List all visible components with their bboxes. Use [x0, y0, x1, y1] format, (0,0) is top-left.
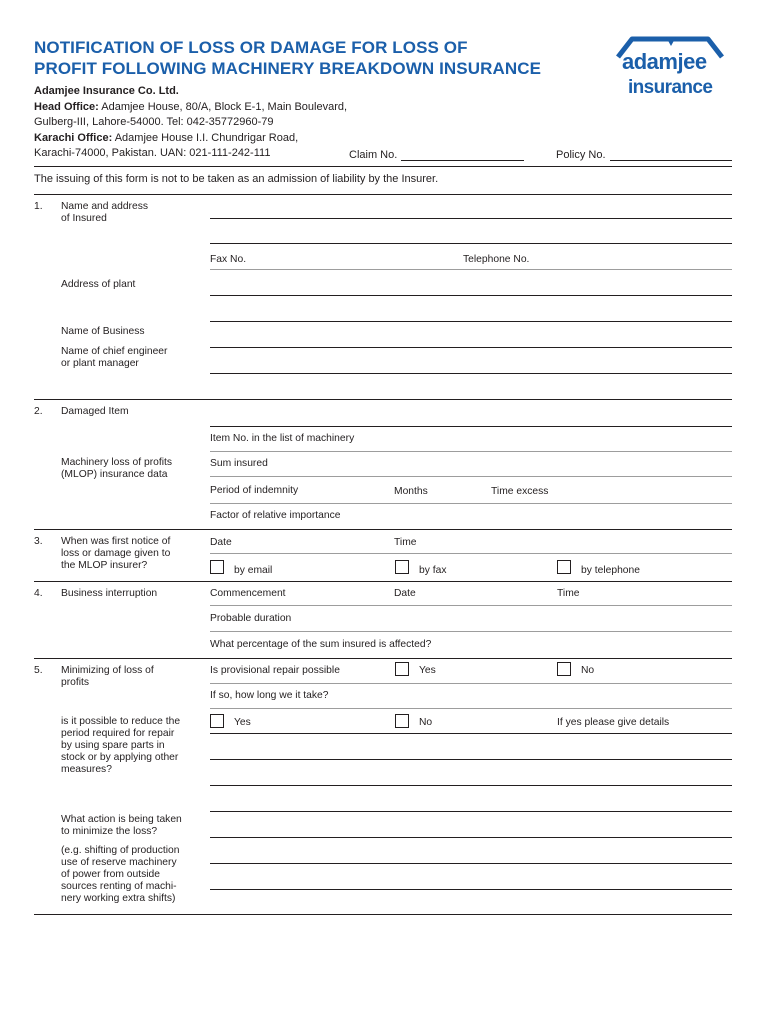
damaged-item-label: Damaged Item: [61, 406, 129, 417]
policy-no-label: Policy No.: [556, 149, 606, 161]
first-notice-question: When was first notice of loss or damage given to the MLOP insurer?: [61, 536, 171, 571]
head-office-line1: Adamjee House, 80/A, Block E-1, Main Boulevard,: [101, 100, 348, 113]
form-title: [34, 37, 541, 79]
section5-number: 5.: [34, 665, 43, 676]
section3-divider: [34, 529, 732, 530]
policy-no-field[interactable]: [610, 160, 732, 161]
chief-engineer-field[interactable]: [210, 373, 732, 374]
provisional-repair-label: Is provisional repair possible: [210, 665, 340, 676]
repair-yes-label: Yes: [419, 665, 436, 676]
provisional-repair-field[interactable]: [210, 683, 732, 684]
logo-word-adamjee: adamjee: [622, 49, 707, 74]
fax-telephone-field[interactable]: [210, 269, 732, 270]
notice-date-label: Date: [210, 537, 232, 548]
form-bottom-divider: [34, 914, 732, 915]
damaged-item-field[interactable]: [210, 426, 732, 427]
name-address-field-1[interactable]: [210, 218, 732, 219]
relative-importance-label: Factor of relative importance: [210, 510, 341, 521]
mlop-data-label: Machinery loss of profits (MLOP) insurance data: [61, 457, 173, 480]
action-field-2[interactable]: [210, 837, 732, 838]
give-details-label: If yes please give details: [557, 717, 670, 728]
company-address-block: [34, 84, 347, 162]
commencement-label: Commencement: [210, 588, 286, 599]
interruption-time-label: Time: [557, 588, 580, 599]
karachi-office-line1: Adamjee House I.I. Chundrigar Road,: [114, 131, 299, 144]
plant-address-field-1[interactable]: [210, 295, 732, 296]
disclaimer: The issuing of this form is not to be taken as an admission of liability by the Insurer.: [34, 173, 439, 185]
action-question: What action is being taken to minimize the loss?: [61, 814, 182, 837]
section1-divider: [34, 194, 732, 195]
reduce-details-field-1[interactable]: [210, 733, 732, 734]
header-divider: [34, 166, 732, 167]
item-no-label: Item No. in the list of machinery: [210, 433, 355, 444]
commencement-field[interactable]: [210, 605, 732, 606]
action-field-4[interactable]: [210, 889, 732, 890]
by-email-label: by email: [234, 565, 273, 576]
karachi-office-label: Karachi Office:: [34, 131, 113, 144]
period-indemnity-label: Period of indemnity: [210, 485, 299, 496]
probable-duration-label: Probable duration: [210, 613, 292, 624]
action-examples: (e.g. shifting of production use of reserve machinery of power from outside sources renting of machi- nery working extra shifts): [61, 845, 180, 904]
head-office-label: Head Office:: [34, 100, 99, 113]
section5-divider: [34, 658, 732, 659]
repair-duration-field[interactable]: [210, 708, 732, 709]
section2-number: 2.: [34, 406, 43, 417]
business-name-label: Name of Business: [61, 326, 145, 337]
repair-no-label: No: [581, 665, 595, 676]
by-fax-checkbox[interactable]: [395, 560, 409, 574]
reduce-details-field-3[interactable]: [210, 785, 732, 786]
sum-insured-label: Sum insured: [210, 458, 268, 469]
sum-affected-label: What percentage of the sum insured is affected?: [210, 639, 432, 650]
karachi-office-line2: Karachi-74000, Pakistan. UAN: 021-111-242-111: [34, 147, 271, 159]
fax-label: Fax No.: [210, 254, 247, 265]
by-email-checkbox[interactable]: [210, 560, 224, 574]
repair-yes-checkbox[interactable]: [395, 662, 409, 676]
business-name-field[interactable]: [210, 347, 732, 348]
claim-no-label: Claim No.: [349, 149, 398, 161]
plant-address-label: Address of plant: [61, 279, 136, 290]
claim-no-field[interactable]: [401, 160, 524, 161]
sum-insured-field[interactable]: [210, 476, 732, 477]
reduce-yes-checkbox[interactable]: [210, 714, 224, 728]
months-label: Months: [394, 486, 428, 497]
adamjee-logo: [614, 33, 726, 99]
minimizing-loss-label: Minimizing of loss of profits: [61, 665, 154, 688]
plant-address-field-2[interactable]: [210, 321, 732, 322]
reduce-no-checkbox[interactable]: [395, 714, 409, 728]
period-indemnity-field[interactable]: [210, 503, 732, 504]
notice-date-time-field[interactable]: [210, 553, 732, 554]
reduce-yes-label: Yes: [234, 717, 251, 728]
reduce-details-field-2[interactable]: [210, 759, 732, 760]
by-telephone-checkbox[interactable]: [557, 560, 571, 574]
action-field-3[interactable]: [210, 863, 732, 864]
reduce-period-question: is it possible to reduce the period required for repair by using spare parts in stock or by applying other measures?: [61, 716, 181, 775]
telephone-label: Telephone No.: [463, 254, 530, 265]
section4-divider: [34, 581, 732, 582]
repair-no-checkbox[interactable]: [557, 662, 571, 676]
repair-duration-label: If so, how long we it take?: [210, 690, 329, 701]
logo-word-insurance: insurance: [628, 77, 713, 98]
section1-number: 1.: [34, 201, 43, 212]
reduce-no-label: No: [419, 717, 433, 728]
by-telephone-label: by telephone: [581, 565, 640, 576]
notice-time-label: Time: [394, 537, 417, 548]
company-name: Adamjee Insurance Co. Ltd.: [34, 85, 179, 97]
chief-engineer-label: Name of chief engineer or plant manager: [61, 346, 168, 369]
form-title-line2: PROFIT FOLLOWING MACHINERY BREAKDOWN INSURANCE: [34, 59, 542, 78]
interruption-date-label: Date: [394, 588, 416, 599]
section4-number: 4.: [34, 588, 43, 599]
name-address-label: Name and address of Insured: [61, 201, 149, 224]
business-interruption-label: Business interruption: [61, 588, 158, 599]
action-field-1[interactable]: [210, 811, 732, 812]
time-excess-label: Time excess: [491, 486, 549, 497]
item-no-field[interactable]: [210, 451, 732, 452]
probable-duration-field[interactable]: [210, 631, 732, 632]
head-office-line2: Gulberg-III, Lahore-54000. Tel: 042-35772960-79: [34, 116, 274, 128]
section2-divider: [34, 399, 732, 400]
form-title-line1: NOTIFICATION OF LOSS OR DAMAGE FOR LOSS OF: [34, 38, 468, 57]
by-fax-label: by fax: [419, 565, 447, 576]
name-address-field-2[interactable]: [210, 243, 732, 244]
section3-number: 3.: [34, 536, 43, 547]
